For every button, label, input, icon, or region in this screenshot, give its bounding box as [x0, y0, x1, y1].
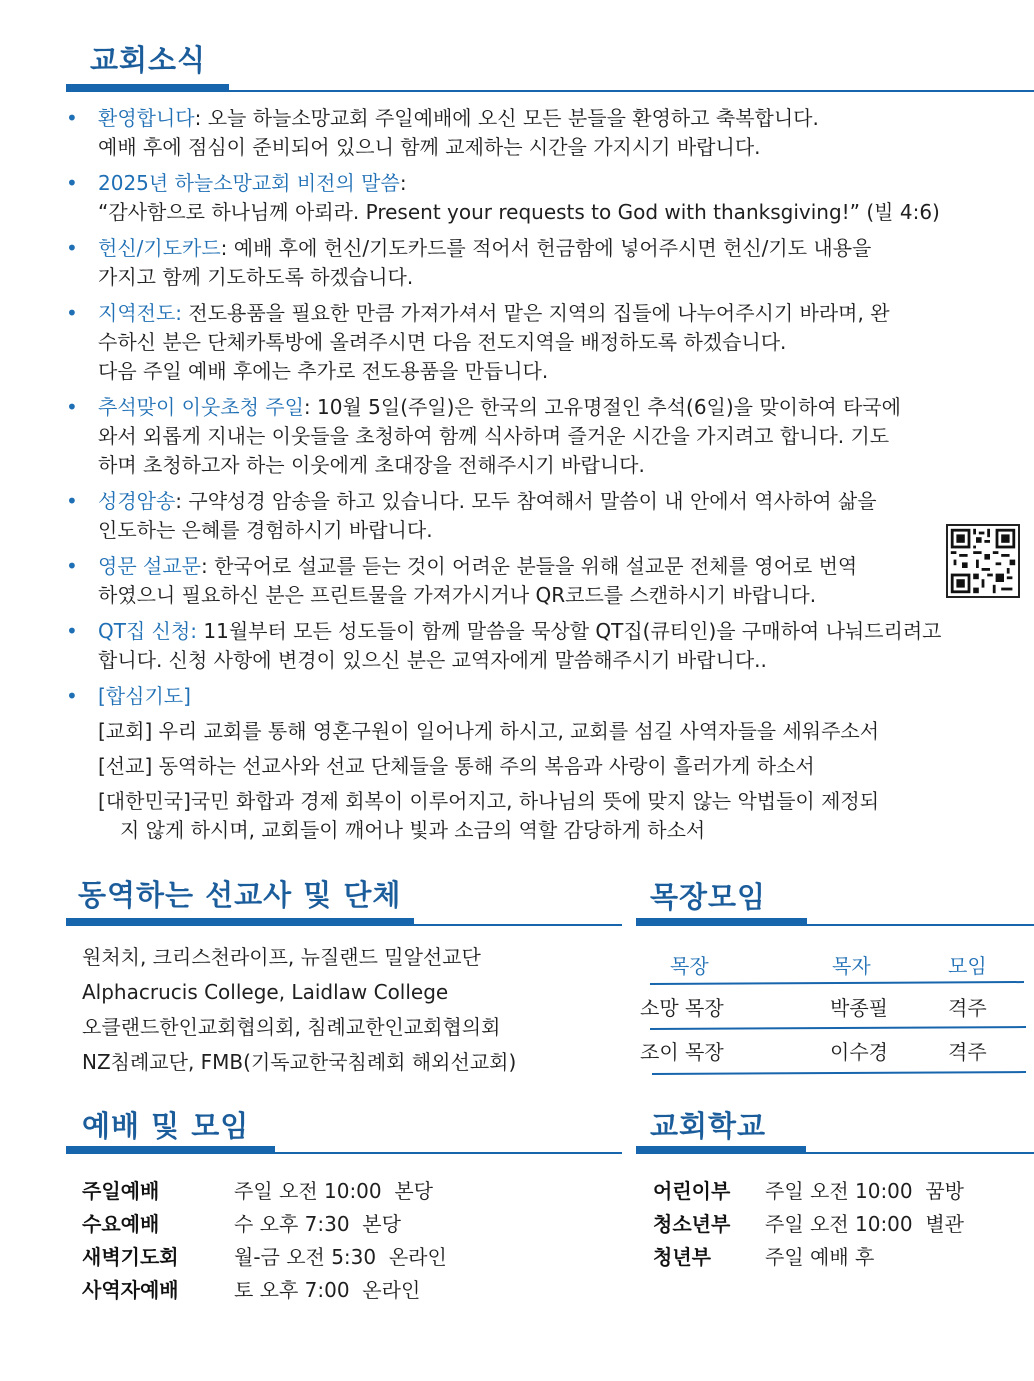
news-item-text: 하며 초청하고자 하는 이웃에게 초대장을 전해주시기 바랍니다. [98, 453, 645, 477]
news-title-underline [66, 84, 229, 92]
news-item-text: 합니다. 신청 사항에 변경이 있으신 분은 교역자에게 말씀해주시기 바랍니다.. [98, 648, 767, 672]
news-item-text: 11월부터 모든 성도들이 함께 말씀을 묵상할 QT집(큐티인)을 구매하여 나눠드리려고 [197, 619, 942, 643]
news-item-head: 성경암송 [98, 489, 176, 513]
table-header-mokjang: 목장 [670, 953, 709, 978]
mokjang-title-rule [807, 924, 1034, 926]
school-title-underline [636, 1146, 806, 1154]
news-item-head: 헌신/기도카드 [98, 236, 221, 260]
schedule-label: 청소년부 [653, 1212, 731, 1236]
schedule-label: 주일예배 [82, 1179, 160, 1203]
schedule-label: 수요예배 [82, 1212, 160, 1236]
news-item-text: 하였으니 필요하신 분은 프린트물을 가져가시거나 QR코드를 스캔하시기 바랍니다. [98, 583, 817, 607]
schedule-row [82, 1208, 447, 1241]
schedule-value: 토 오후 7:00 온라인 [234, 1278, 421, 1302]
news-item-text: 가지고 함께 기도하도록 하겠습니다. [98, 265, 414, 289]
news-item-evangelism [62, 299, 1022, 386]
worship-section-title: 예배 및 모임 [82, 1109, 250, 1143]
news-item-text: : 오늘 하늘소망교회 주일예배에 오신 모든 분들을 환영하고 축복합니다. [194, 106, 819, 130]
news-item-text: “감사함으로 하나님께 아뢰라. Present your requests to God with thanksgiving!” (빌 4:6) [98, 200, 940, 224]
missions-section-title: 동역하는 선교사 및 단체 [78, 878, 402, 912]
news-item-text: 전도용품을 필요한 만큼 가져가셔서 맡은 지역의 집들에 나누어주시기 바라며, 완 [182, 301, 890, 325]
news-item-head: 환영합니다 [98, 106, 195, 130]
schedule-label: 어린이부 [653, 1179, 731, 1203]
table-header-mokja: 목자 [832, 953, 871, 978]
table-header-moim: 모임 [948, 953, 987, 978]
prayer-head: • [합심기도] [98, 684, 191, 708]
schedule-value: 주일 오전 10:00 별관 [765, 1212, 964, 1236]
news-item-welcome [62, 104, 1022, 162]
news-item-prayer [62, 682, 1022, 845]
schedule-value: 수 오후 7:30 본당 [234, 1212, 401, 1236]
news-item-head: 영문 설교문 [98, 554, 201, 578]
news-item-text: : 구약성경 암송을 하고 있습니다. 모두 참여해서 말씀이 내 안에서 역사하여 삶을 [175, 489, 877, 513]
schedule-label: 청년부 [653, 1245, 711, 1269]
schedule-row [653, 1175, 964, 1208]
prayer-korea-cont: 지 않게 하시며, 교회들이 깨어나 빛과 소금의 역할 감당하게 하소서 [120, 818, 706, 842]
mokjang-title-underline [636, 918, 807, 926]
schedule-label: 사역자예배 [82, 1278, 179, 1302]
news-item-head: QT집 신청: [98, 619, 198, 643]
news-item-text: 예배 후에 점심이 준비되어 있으니 함께 교제하는 시간을 가지시기 바랍니다. [98, 135, 761, 159]
table-cell: 격주 [948, 995, 987, 1020]
worship-title-underline [66, 1146, 275, 1154]
news-list [62, 104, 1022, 852]
schedule-row [653, 1241, 964, 1274]
schedule-label: 새벽기도회 [82, 1245, 179, 1269]
schedule-row [82, 1175, 447, 1208]
news-section-title: 교회소식 [90, 43, 207, 77]
news-item-qt [62, 617, 1022, 675]
schedule-value: 월-금 오전 5:30 온라인 [234, 1245, 447, 1269]
prayer-korea: [대한민국]국민 화합과 경제 회복이 이루어지고, 하나님의 뜻에 맞지 않는 악법들이 제정되 [98, 789, 880, 813]
news-item-text: : 10월 5일(주일)은 한국의 고유명절인 추석(6일)을 맞이하여 타국에 [303, 395, 901, 419]
news-item-text: 인도하는 은혜를 경험하시기 바랍니다. [98, 518, 433, 542]
news-item-head: 추석맞이 이웃초청 주일 [98, 395, 304, 419]
mission-line: 원처치, 크리스천라이프, 뉴질랜드 밀알선교단 [82, 945, 481, 969]
schedule-row [82, 1241, 447, 1274]
schedule-row [653, 1208, 964, 1241]
mission-line: 오클랜드한인교회협의회, 침례교한인교회협의회 [82, 1015, 501, 1039]
mission-line: NZ침례교단, FMB(기독교한국침례회 해외선교회) [82, 1050, 517, 1074]
worship-title-rule [275, 1152, 622, 1154]
news-item-chuseok [62, 393, 1022, 480]
qr-code-icon[interactable] [946, 524, 1020, 598]
news-item-text: 다음 주일 예배 후에는 추가로 전도용품을 만듭니다. [98, 359, 549, 383]
news-item-head: 지역전도: [98, 301, 183, 325]
news-item-prayer-card [62, 234, 1022, 292]
schedule-value: 주일 오전 10:00 꿈방 [765, 1179, 964, 1203]
schedule-row [82, 1274, 447, 1307]
school-schedule [653, 1175, 964, 1274]
schedule-value: 주일 오전 10:00 본당 [234, 1179, 433, 1203]
table-row [640, 984, 1018, 1028]
table-cell: 조이 목장 [640, 1039, 724, 1064]
news-item-vision [62, 169, 1022, 227]
school-section-title: 교회학교 [650, 1109, 767, 1143]
news-item-text: : 한국어로 설교를 듣는 것이 어려운 분들을 위해 설교문 전체를 영어로 번역 [200, 554, 858, 578]
news-item-memorization [62, 487, 1022, 545]
missions-title-underline [66, 918, 414, 926]
news-title-rule [229, 90, 1034, 92]
worship-schedule [82, 1175, 447, 1307]
table-cell: 박종필 [830, 995, 888, 1020]
mokjang-table [640, 944, 1018, 1072]
school-title-rule [806, 1152, 1034, 1154]
news-item-text: 수하신 분은 단체카톡방에 올려주시면 다음 전도지역을 배정하도록 하겠습니다. [98, 330, 787, 354]
prayer-church: [교회] 우리 교회를 통해 영혼구원이 일어나게 하시고, 교회를 섬길 사역자들을 세워주소서 [98, 719, 880, 743]
table-header-row [640, 944, 1018, 984]
news-item-english-sermon [62, 552, 1022, 610]
news-item-text: : [399, 171, 407, 195]
table-cell: 격주 [948, 1039, 987, 1064]
table-cell: 소망 목장 [640, 995, 724, 1020]
table-cell: 이수경 [830, 1039, 888, 1064]
mokjang-section-title: 목장모임 [650, 880, 767, 914]
mission-line: Alphacrucis College, Laidlaw College [82, 980, 449, 1004]
news-item-text: 와서 외롭게 지내는 이웃들을 초청하여 함께 식사하며 즐거운 시간을 가지려고 합니다. 기도 [98, 424, 890, 448]
news-item-head: 2025년 하늘소망교회 비전의 말씀 [98, 171, 400, 195]
news-item-text: : 예배 후에 헌신/기도카드를 적어서 헌금함에 넣어주시면 헌신/기도 내용을 [220, 236, 872, 260]
schedule-value: 주일 예배 후 [765, 1245, 875, 1269]
table-row [640, 1028, 1018, 1072]
prayer-mission: [선교] 동역하는 선교사와 선교 단체들을 통해 주의 복음과 사랑이 흘러가게 하소서 [98, 754, 815, 778]
missions-list [82, 940, 516, 1080]
missions-title-rule [414, 924, 622, 926]
